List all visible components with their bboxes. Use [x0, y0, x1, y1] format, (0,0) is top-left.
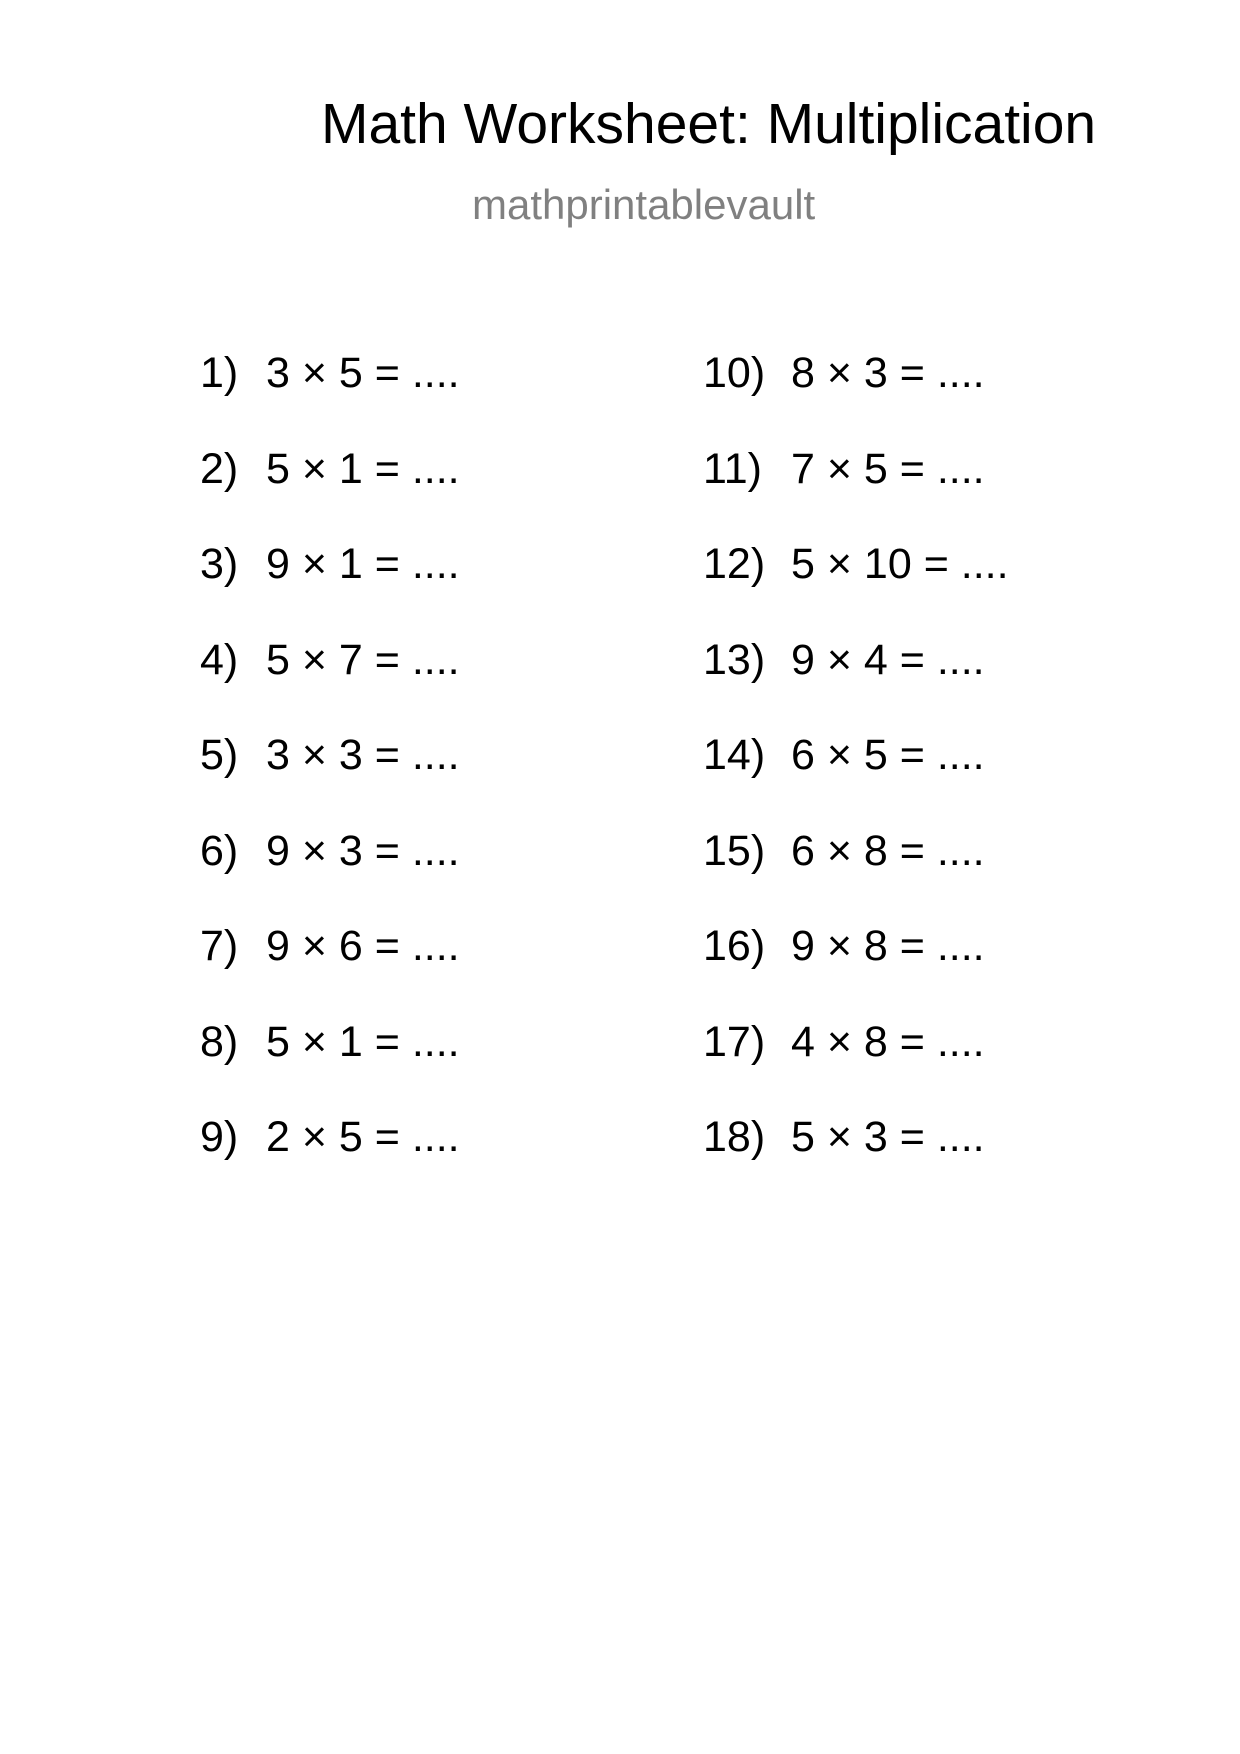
problem-number: 11) [703, 444, 762, 493]
problem-expression: 5 × 3 = .... [791, 1113, 985, 1161]
problem-item [703, 1017, 1009, 1117]
problem-number: 2) [200, 444, 239, 493]
problem-item [703, 635, 1009, 735]
problem-expression: 9 × 8 = .... [791, 922, 985, 970]
problem-expression: 3 × 5 = .... [266, 349, 460, 397]
problem-expression: 5 × 1 = .... [266, 444, 460, 493]
problem-number: 12) [703, 540, 766, 588]
problem-expression: 7 × 5 = .... [791, 444, 985, 493]
problem-number: 16) [703, 922, 766, 970]
problem-column-left [200, 349, 460, 1212]
problem-expression: 9 × 3 = .... [266, 826, 460, 875]
problem-number: 9) [200, 1113, 239, 1161]
problem-number: 3) [200, 540, 239, 588]
problem-item [200, 635, 460, 735]
problem-expression: 8 × 3 = .... [791, 349, 985, 397]
problem-item [703, 922, 1009, 1021]
problem-item [200, 1017, 460, 1117]
problem-number: 10) [703, 349, 766, 397]
page-subtitle: mathprintablevault [472, 181, 816, 228]
problem-expression: 9 × 1 = .... [266, 540, 460, 588]
problem-expression: 9 × 6 = .... [266, 922, 460, 970]
problem-item [200, 731, 460, 830]
problem-item [200, 922, 460, 1021]
problem-item [703, 1113, 1009, 1212]
problem-number: 17) [703, 1017, 766, 1066]
problem-expression: 2 × 5 = .... [266, 1113, 460, 1161]
problem-expression: 5 × 10 = .... [791, 540, 1009, 588]
page-title: Math Worksheet: Multiplication [321, 92, 1097, 156]
problem-number: 6) [200, 826, 239, 875]
problem-expression: 3 × 3 = .... [266, 731, 460, 779]
problem-expression: 9 × 4 = .... [791, 635, 985, 684]
problem-item [200, 826, 460, 926]
problem-number: 18) [703, 1113, 766, 1161]
problem-expression: 5 × 1 = .... [266, 1017, 460, 1066]
problem-number: 4) [200, 635, 239, 684]
problem-item [200, 540, 460, 639]
problem-expression: 4 × 8 = .... [791, 1017, 985, 1066]
problem-item [703, 731, 1009, 830]
problem-number: 13) [703, 635, 766, 684]
problem-number: 8) [200, 1017, 239, 1066]
problem-item [200, 444, 460, 544]
problem-number: 5) [200, 731, 239, 779]
problem-item [703, 444, 1009, 544]
problem-column-right [703, 349, 1009, 1212]
problem-item [200, 1113, 460, 1212]
problem-number: 1) [200, 349, 239, 397]
problem-item [200, 349, 460, 448]
problem-number: 7) [200, 922, 239, 970]
problem-item [703, 349, 1009, 448]
problem-number: 15) [703, 826, 766, 875]
problem-item [703, 826, 1009, 926]
problem-expression: 6 × 5 = .... [791, 731, 985, 779]
problem-item [703, 540, 1009, 639]
problem-expression: 6 × 8 = .... [791, 826, 985, 875]
problem-expression: 5 × 7 = .... [266, 635, 460, 684]
problem-number: 14) [703, 731, 766, 779]
